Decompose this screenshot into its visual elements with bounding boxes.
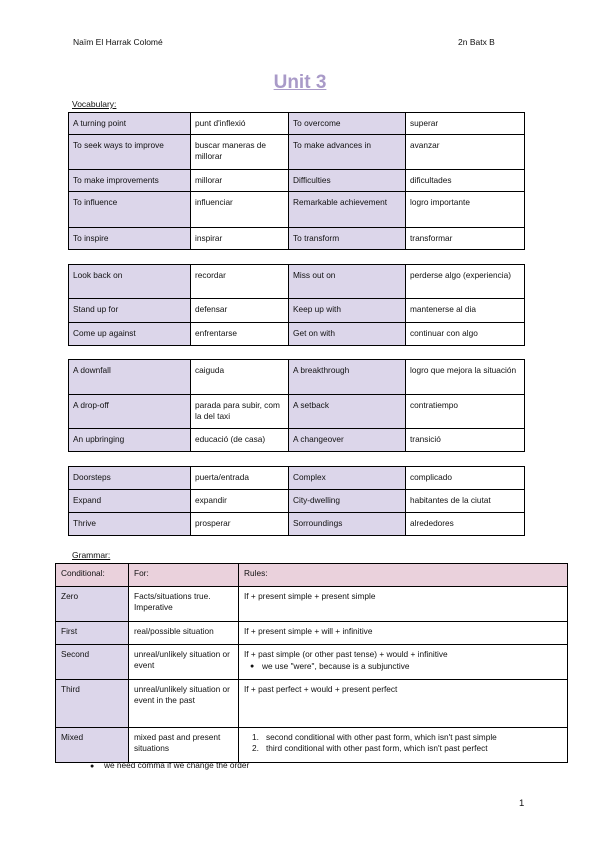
table-row bbox=[69, 113, 525, 135]
vocab-table-2 bbox=[68, 264, 525, 346]
translation-cell: mantenerse al dia bbox=[406, 299, 525, 323]
table-row bbox=[69, 323, 525, 346]
term-cell: Expand bbox=[69, 490, 191, 513]
term-cell: To make advances in bbox=[289, 135, 406, 170]
author-name: Naïm El Harrak Colomé bbox=[73, 37, 163, 47]
term-cell: Remarkable achievement bbox=[289, 192, 406, 228]
rule-cell: If + present simple + present simple bbox=[239, 587, 568, 622]
translation-cell: contratiempo bbox=[406, 395, 525, 429]
term-cell: A downfall bbox=[69, 360, 191, 395]
note-text: we need comma if we change the order bbox=[104, 760, 250, 770]
usage-cell: unreal/unlikely situation or event in the past bbox=[129, 680, 239, 728]
translation-cell: influenciar bbox=[191, 192, 289, 228]
translation-cell: buscar maneras de millorar bbox=[191, 135, 289, 170]
translation-cell: recordar bbox=[191, 265, 289, 299]
translation-cell: educació (de casa) bbox=[191, 429, 289, 452]
grammar-note bbox=[90, 760, 249, 770]
rule-bullet-list bbox=[244, 661, 562, 672]
term-cell: To influence bbox=[69, 192, 191, 228]
bullet-icon: ● bbox=[90, 763, 95, 770]
page-title: Unit 3 bbox=[273, 72, 327, 93]
term-cell: Doorsteps bbox=[69, 467, 191, 490]
translation-cell: avanzar bbox=[406, 135, 525, 170]
translation-cell: superar bbox=[406, 113, 525, 135]
rule-text: If + past simple (or other past tense) + would + infinitive bbox=[244, 649, 448, 659]
usage-cell: unreal/unlikely situation or event bbox=[129, 645, 239, 680]
grammar-heading: Grammar: bbox=[72, 550, 111, 560]
translation-cell: enfrentarse bbox=[191, 323, 289, 346]
term-cell: An upbringing bbox=[69, 429, 191, 452]
column-header: For: bbox=[129, 564, 239, 587]
conditional-name: Zero bbox=[56, 587, 129, 622]
translation-cell: complicado bbox=[406, 467, 525, 490]
table-row bbox=[69, 170, 525, 192]
translation-cell: habitantes de la ciutat bbox=[406, 490, 525, 513]
usage-cell: mixed past and present situations bbox=[129, 728, 239, 763]
term-cell: A drop-off bbox=[69, 395, 191, 429]
term-cell: Get on with bbox=[289, 323, 406, 346]
rule-numbered-list bbox=[244, 732, 562, 754]
table-row bbox=[56, 622, 568, 645]
translation-cell: millorar bbox=[191, 170, 289, 192]
translation-cell: defensar bbox=[191, 299, 289, 323]
term-cell: Miss out on bbox=[289, 265, 406, 299]
term-cell: A turning point bbox=[69, 113, 191, 135]
column-header: Rules: bbox=[239, 564, 568, 587]
translation-cell: continuar con algo bbox=[406, 323, 525, 346]
rule-cell bbox=[239, 645, 568, 680]
rule-cell bbox=[239, 728, 568, 763]
translation-cell: inspirar bbox=[191, 228, 289, 250]
rule-cell: If + present simple + will + infinitive bbox=[239, 622, 568, 645]
term-cell: Thrive bbox=[69, 513, 191, 536]
term-cell: Difficulties bbox=[289, 170, 406, 192]
translation-cell: prosperar bbox=[191, 513, 289, 536]
table-row bbox=[69, 265, 525, 299]
table-row bbox=[56, 645, 568, 680]
term-cell: Look back on bbox=[69, 265, 191, 299]
translation-cell: logro importante bbox=[406, 192, 525, 228]
translation-cell: transició bbox=[406, 429, 525, 452]
table-row bbox=[69, 395, 525, 429]
translation-cell: expandir bbox=[191, 490, 289, 513]
term-cell: Keep up with bbox=[289, 299, 406, 323]
table-row bbox=[56, 680, 568, 728]
class-name: 2n Batx B bbox=[458, 37, 495, 47]
translation-cell: caiguda bbox=[191, 360, 289, 395]
table-row bbox=[69, 429, 525, 452]
term-cell: A setback bbox=[289, 395, 406, 429]
table-row bbox=[69, 467, 525, 490]
table-row bbox=[56, 587, 568, 622]
term-cell: Stand up for bbox=[69, 299, 191, 323]
table-row bbox=[69, 299, 525, 323]
page-number: 1 bbox=[519, 798, 525, 809]
term-cell: To transform bbox=[289, 228, 406, 250]
table-row bbox=[69, 135, 525, 170]
table-row bbox=[69, 360, 525, 395]
term-cell: Sorroundings bbox=[289, 513, 406, 536]
table-header-row bbox=[56, 564, 568, 587]
term-cell: Come up against bbox=[69, 323, 191, 346]
term-cell: To overcome bbox=[289, 113, 406, 135]
grammar-table bbox=[55, 563, 568, 763]
conditional-name: Second bbox=[56, 645, 129, 680]
conditional-name: First bbox=[56, 622, 129, 645]
conditional-name: Third bbox=[56, 680, 129, 728]
rule-item: 2. third conditional with other past form, which isn't past perfect bbox=[252, 743, 488, 753]
term-cell: City-dwelling bbox=[289, 490, 406, 513]
vocab-table-4 bbox=[68, 466, 525, 536]
rule-item: 1. second conditional with other past form, which isn't past simple bbox=[252, 732, 497, 742]
translation-cell: dificultades bbox=[406, 170, 525, 192]
term-cell: To make improvements bbox=[69, 170, 191, 192]
translation-cell: logro que mejora la situación bbox=[406, 360, 525, 395]
usage-cell: real/possible situation bbox=[129, 622, 239, 645]
table-row bbox=[69, 490, 525, 513]
translation-cell: parada para subir, com la del taxi bbox=[191, 395, 289, 429]
translation-cell: perderse algo (experiencia) bbox=[406, 265, 525, 299]
usage-cell: Facts/situations true. Imperative bbox=[129, 587, 239, 622]
term-cell: To seek ways to improve bbox=[69, 135, 191, 170]
table-row bbox=[69, 228, 525, 250]
conditional-name: Mixed bbox=[56, 728, 129, 763]
translation-cell: transformar bbox=[406, 228, 525, 250]
term-cell: A changeover bbox=[289, 429, 406, 452]
vocab-table-3 bbox=[68, 359, 525, 452]
term-cell: To inspire bbox=[69, 228, 191, 250]
table-row bbox=[69, 513, 525, 536]
vocabulary-heading: Vocabulary: bbox=[72, 99, 117, 109]
translation-cell: punt d'inflexió bbox=[191, 113, 289, 135]
term-cell: Complex bbox=[289, 467, 406, 490]
rule-bullet: ● we use "were", because is a subjunctive bbox=[244, 661, 562, 672]
table-row bbox=[69, 192, 525, 228]
vocab-table-1 bbox=[68, 112, 525, 250]
table-row bbox=[56, 728, 568, 763]
column-header: Conditional: bbox=[56, 564, 129, 587]
term-cell: A breakthrough bbox=[289, 360, 406, 395]
translation-cell: puerta/entrada bbox=[191, 467, 289, 490]
rule-cell: If + past perfect + would + present perfect bbox=[239, 680, 568, 728]
translation-cell: alrededores bbox=[406, 513, 525, 536]
